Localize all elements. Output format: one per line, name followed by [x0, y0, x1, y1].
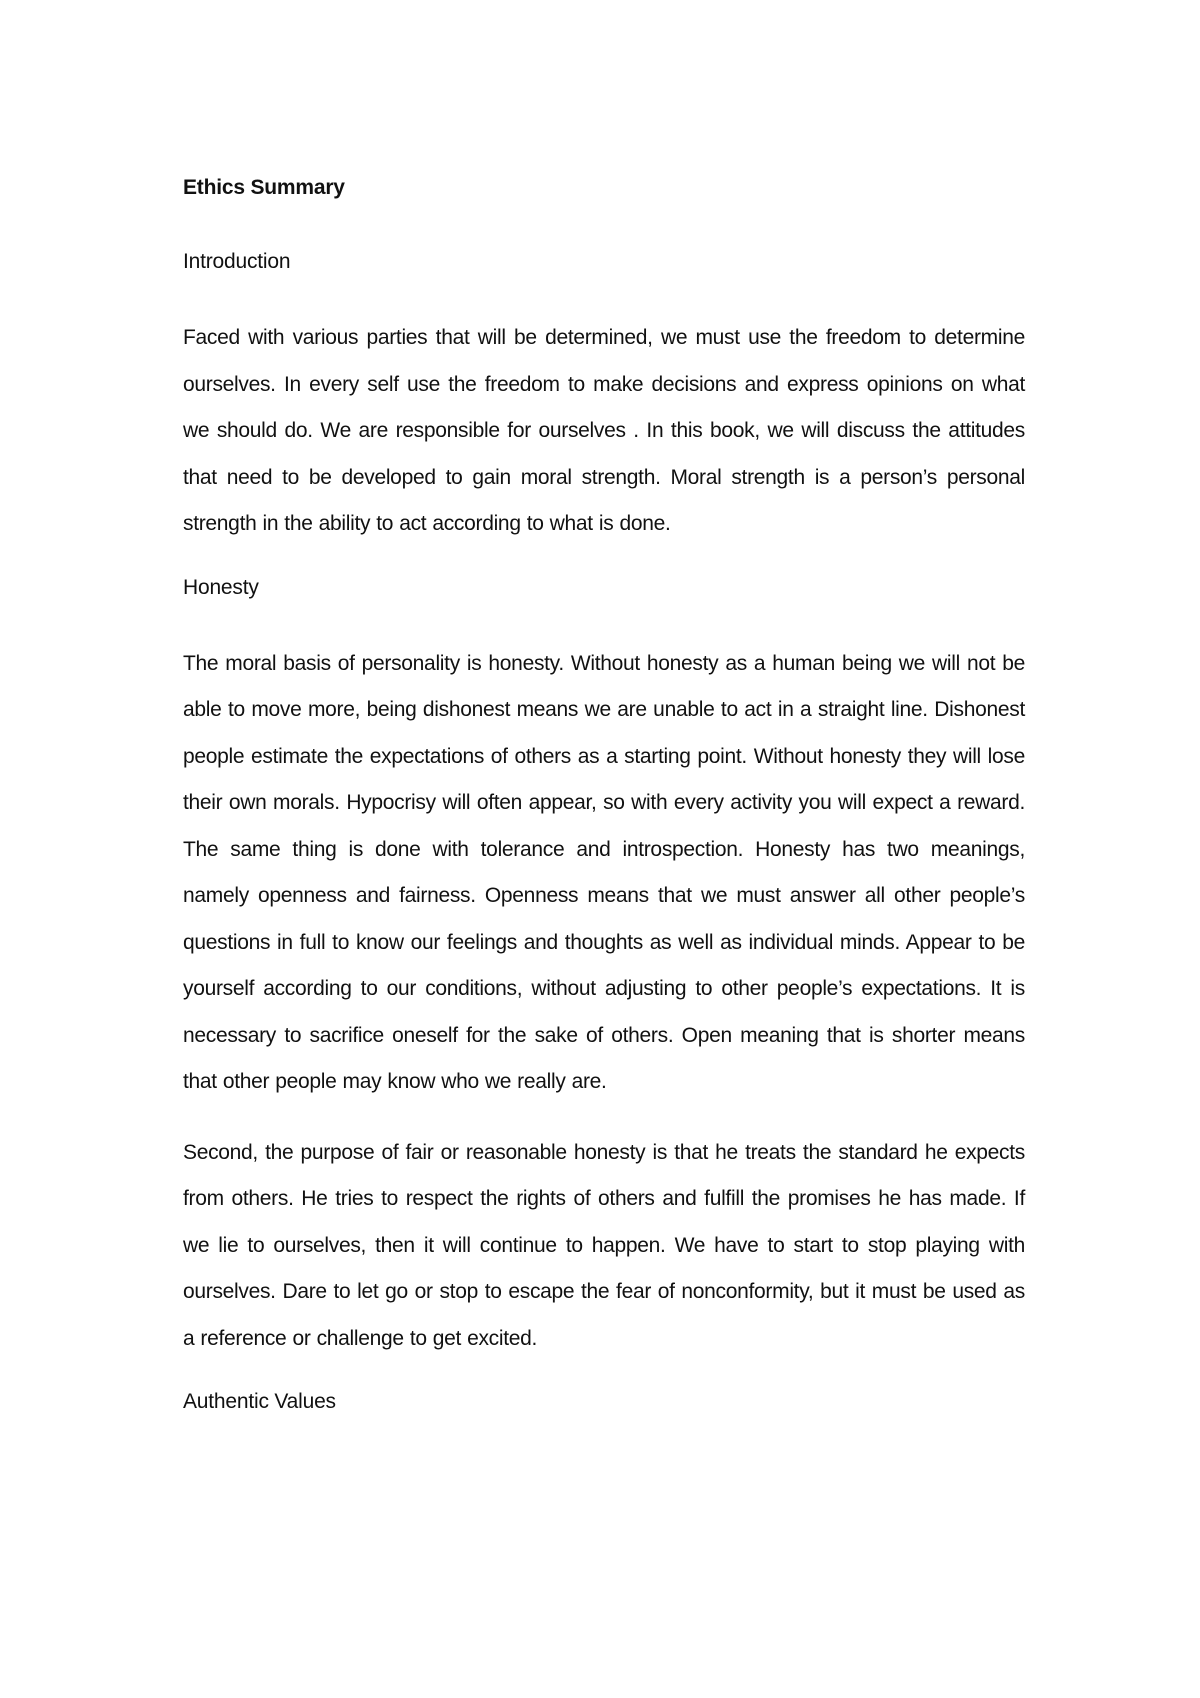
section-heading-introduction: Introduction — [183, 250, 291, 273]
document-title: Ethics Summary — [183, 176, 345, 199]
honesty-paragraph-2: Second, the purpose of fair or reasonable honesty is that he treats the standard he expects from others. He tries to respect the rights of others and fulfill the promises he has made. If we lie to ourselves, then it will continue to happen. We have to start to stop playing with ourselves. Dare to let go or stop to escape the fear of nonconformity, but it must be used as a reference or challenge to get excited. — [183, 1140, 1025, 1350]
honesty-paragraph-1: The moral basis of personality is honesty. Without honesty as a human being we will not be able to move more, being dishonest means we are unable to act in a straight line. Dishonest people estimate the expectations of others as a starting point. Without honesty they will lose their own morals. Hypocrisy will often appear, so with every activity you will expect a reward. The same thing is done with tolerance and introspection. Honesty has two meanings, namely openness and fairness. Openness means that we must answer all other people’s questions in full to know our feelings and thoughts as well as individual minds. Appear to be yourself according to our conditions, without adjusting to other people’s expectations. It is necessary to sacrifice oneself for the sake of others. Open meaning that is shorter means that other people may know who we really are. — [183, 651, 1025, 1093]
introduction-paragraph: Faced with various parties that will be determined, we must use the freedom to determine ourselves. In every self use the freedom to make decisions and express opinions on what we should do. We are responsible for ourselves . In this book, we will discuss the attitudes that need to be developed to gain moral strength. Moral strength is a person’s personal strength in the ability to act according to what is done. — [183, 326, 1025, 535]
section-heading-authentic-values: Authentic Values — [183, 1390, 336, 1413]
document-body — [183, 172, 1025, 1418]
section-heading-honesty: Honesty — [183, 575, 259, 599]
